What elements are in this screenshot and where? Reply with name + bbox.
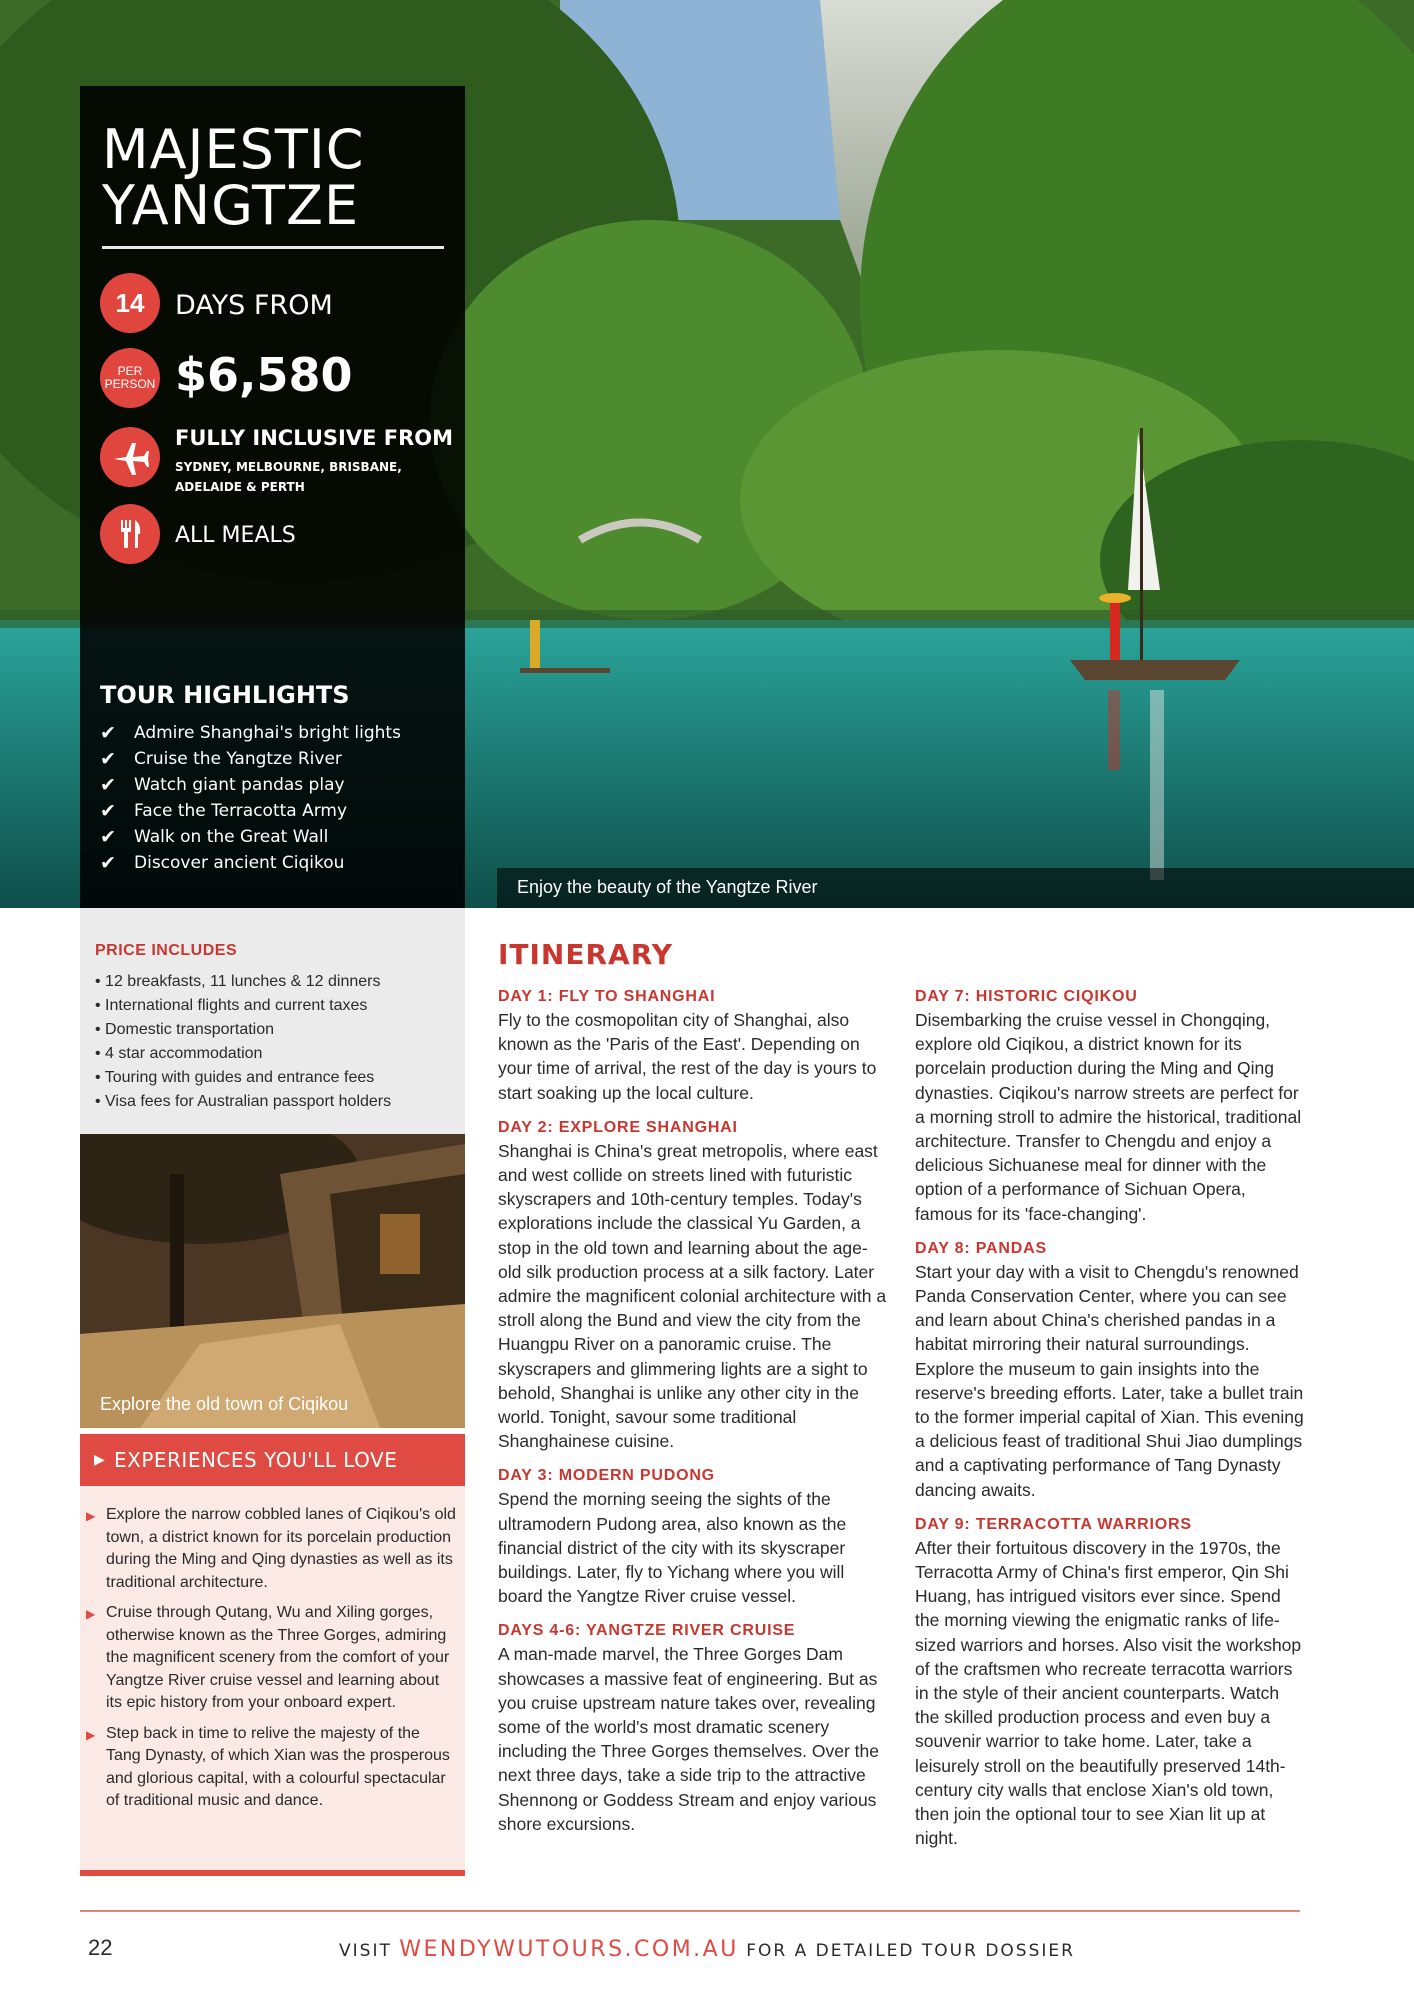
experience-item: ▶ Explore the narrow cobbled lanes of Ciqikou's old town, a district known for its porcelain production during the Ming and Qing dynasties as well as its traditional architecture. bbox=[86, 1504, 456, 1594]
footer-line bbox=[0, 1937, 1414, 1962]
footer-divider bbox=[80, 1910, 1300, 1912]
highlights-list bbox=[100, 720, 401, 876]
price-value: $6,580 bbox=[175, 348, 353, 402]
checkmark-icon: ✔ bbox=[100, 826, 116, 848]
experience-item: ▶ Cruise through Qutang, Wu and Xiling gorges, otherwise known as the Three Gorges, admiring the magnificent scenery from the comfort of your Yangtze River cruise vessel and learning about its epic history from your onboard expert. bbox=[86, 1602, 456, 1715]
itinerary-column-right bbox=[915, 986, 1307, 1863]
price-includes-title: PRICE INCLUDES bbox=[95, 942, 238, 959]
checkmark-icon: ✔ bbox=[100, 852, 116, 874]
ciqikou-street-illustration bbox=[80, 1134, 465, 1428]
highlight-item: ✔ Walk on the Great Wall bbox=[100, 826, 329, 848]
ciqikou-caption: Explore the old town of Ciqikou bbox=[100, 1394, 349, 1414]
day-title: DAY 3: MODERN PUDONG bbox=[498, 1467, 715, 1485]
highlight-item: ✔ Face the Terracotta Army bbox=[100, 800, 348, 822]
ciqikou-photo bbox=[80, 1134, 465, 1428]
price-item: • Touring with guides and entrance fees bbox=[95, 1069, 375, 1086]
hero-caption: Enjoy the beauty of the Yangtze River bbox=[517, 877, 818, 897]
footer-suffix: FOR A DETAILED TOUR DOSSIER bbox=[746, 1941, 1075, 1961]
meals-label: ALL MEALS bbox=[175, 523, 296, 548]
highlight-item: ✔ Cruise the Yangtze River bbox=[100, 748, 342, 770]
days-label: DAYS FROM bbox=[175, 290, 333, 321]
experience-item: ▶ Step back in time to relive the majesty of the Tang Dynasty, of which Xian was the prosperous and glorious capital, with a colourful spectacular of traditional music and dance. bbox=[86, 1723, 456, 1813]
title-divider bbox=[102, 246, 444, 249]
itinerary-day bbox=[498, 986, 890, 1105]
checkmark-icon: ✔ bbox=[100, 748, 116, 770]
price-includes-list bbox=[95, 970, 391, 1114]
highlight-item: ✔ Watch giant pandas play bbox=[100, 774, 345, 796]
hero-caption-bar bbox=[497, 868, 1414, 908]
footer-url-link[interactable]: WENDYWUTOURS.COM.AU bbox=[399, 1937, 739, 1962]
checkmark-icon: ✔ bbox=[100, 774, 116, 796]
day-title: DAY 8: PANDAS bbox=[915, 1239, 1047, 1257]
tour-info-panel bbox=[80, 86, 465, 908]
itinerary-title: ITINERARY bbox=[498, 938, 674, 971]
experiences-list bbox=[86, 1504, 456, 1821]
days-badge: 14 bbox=[100, 273, 160, 333]
day-text: A man-made marvel, the Three Gorges Dam showcases a massive feat of engineering. But as you cruise upstream nature takes over, revealing some of the world's most dramatic scenery including the Three Gorges themselves. Over the next three days, take a side trip to the attractive Shennong or Goddess Stream and enjoy various shore excursions. bbox=[498, 1644, 879, 1834]
footer-visit: VISIT bbox=[339, 1941, 392, 1961]
day-text: Start your day with a visit to Chengdu's renowned Panda Conservation Center, where you can see and learn about China's cherished pandas in a habitat mirroring their natural surroundings. Explore the museum to gain insights into the reserve's breeding efforts. Later, take a bullet train to the former imperial capital of Xian. This evening a delicious feast of traditional Shui Jiao dumplings and a captivating performance of Tang Dynasty dancing awaits. bbox=[915, 1261, 1304, 1500]
day-title: DAY 1: FLY TO SHANGHAI bbox=[498, 988, 716, 1005]
tour-title: MAJESTIC YANGTZE bbox=[102, 118, 365, 237]
price-item: • Visa fees for Australian passport holders bbox=[95, 1093, 392, 1110]
itinerary-day bbox=[498, 1117, 890, 1454]
price-item: • 12 breakfasts, 11 lunches & 12 dinners bbox=[95, 973, 381, 990]
itinerary-day bbox=[915, 1238, 1307, 1502]
inclusive-label: FULLY INCLUSIVE FROM bbox=[175, 426, 454, 450]
price-includes-box bbox=[80, 908, 465, 1134]
day-title: DAY 9: TERRACOTTA WARRIORS bbox=[915, 1515, 1192, 1533]
price-item: • Domestic transportation bbox=[95, 1021, 275, 1038]
itinerary-day bbox=[915, 1514, 1307, 1851]
experiences-header bbox=[80, 1434, 465, 1486]
itinerary-day bbox=[498, 1465, 890, 1608]
highlight-item: ✔ Discover ancient Ciqikou bbox=[100, 852, 345, 874]
price-item: • 4 star accommodation bbox=[95, 1045, 263, 1062]
highlights-title: TOUR HIGHLIGHTS bbox=[100, 681, 350, 709]
day-title: DAY 2: EXPLORE SHANGHAI bbox=[498, 1118, 738, 1136]
itinerary-column-left bbox=[498, 986, 890, 1848]
checkmark-icon: ✔ bbox=[100, 722, 116, 744]
day-text: Fly to the cosmopolitan city of Shanghai, also known as the 'Paris of the East'. Depending on your time of arrival, the rest of the day is yours to start soaking up the local culture. bbox=[498, 1010, 877, 1103]
highlight-item: ✔ Admire Shanghai's bright lights bbox=[100, 722, 401, 744]
itinerary-day bbox=[915, 986, 1307, 1226]
experiences-title: EXPERIENCES YOU'LL LOVE bbox=[114, 1448, 398, 1472]
per-person-badge: PER PERSON bbox=[100, 348, 160, 408]
experiences-box bbox=[80, 1486, 465, 1876]
checkmark-icon: ✔ bbox=[100, 800, 116, 822]
day-text: After their fortuitous discovery in the 1970s, the Terracotta Army of China's first emperor, Qin Shi Huang, has intrigued visitors ever since. Spend the morning viewing the enigmatic ranks of life-sized warriors and horses. Also visit the workshop of the craftsmen who recreate terracotta warriors in the style of their ancient counterparts. Watch the skilled production process and even buy a souvenir warrior to take home. Later, take a leisurely stroll on the beautifully preserved 14th-century city walls that enclose Xian's old town, then join the optional tour to see Xian lit up at night. bbox=[915, 1537, 1302, 1849]
airplane-icon bbox=[100, 427, 160, 487]
day-title: DAY 7: HISTORIC CIQIKOU bbox=[915, 988, 1138, 1005]
day-text: Shanghai is China's great metropolis, where east and west collide on streets lined with futuristic skyscrapers and 10th-century temples. Today's explorations include the classical Yu Garden, a stop in the old town and learning about the age-old silk production process at a silk factory. Later admire the magnificent colonial architecture with a stroll along the Bund and view the city from the Huangpu River on a panoramic cruise. The skyscrapers and glimmering lights are a sight to behold, Shanghai is unlike any other city in the world. Tonight, savour some traditional Shanghainese cuisine. bbox=[498, 1140, 887, 1452]
price-item: • International flights and current taxes bbox=[95, 997, 368, 1014]
day-title: DAYS 4-6: YANGTZE RIVER CRUISE bbox=[498, 1622, 796, 1640]
page-number: 22 bbox=[88, 1935, 113, 1960]
hero-section bbox=[0, 0, 1414, 908]
departure-cities: SYDNEY, MELBOURNE, BRISBANE, ADELAIDE & PERTH bbox=[175, 460, 402, 494]
day-text: Disembarking the cruise vessel in Chongqing, explore old Ciqikou, a district known for its porcelain production during the Ming and Qing dynasties. Ciqikou's narrow streets are perfect for a morning stroll to admire the historical, traditional architecture. Transfer to Chengdu and enjoy a delicious Sichuanese meal for dinner with the option of a performance of Sichuan Opera, famous for its 'face-changing'. bbox=[915, 1010, 1302, 1224]
cutlery-icon bbox=[100, 504, 160, 564]
day-text: Spend the morning seeing the sights of the ultramodern Pudong area, also known as the financial district of the city with its skyscraper buildings. Later, fly to Yichang where you will board the Yangtze River cruise vessel. bbox=[498, 1489, 847, 1607]
itinerary-day bbox=[498, 1620, 890, 1836]
play-arrow-icon: ▶ bbox=[94, 1451, 105, 1467]
